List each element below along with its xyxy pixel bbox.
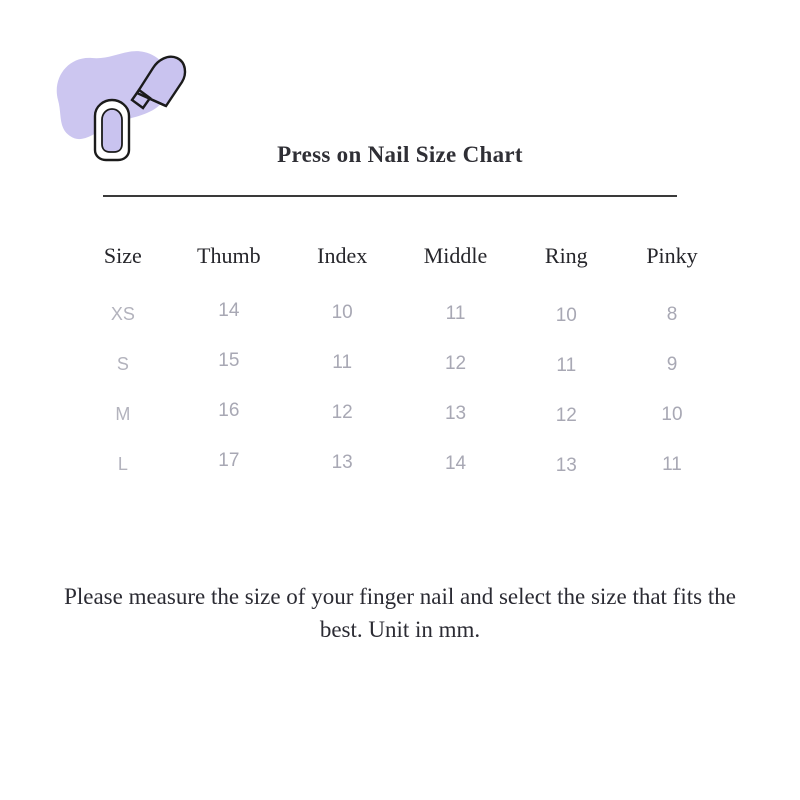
cell-size: M [115, 403, 131, 424]
cell-index: 12 [331, 402, 353, 423]
cell-thumb: 17 [218, 450, 240, 471]
cell-size: L [117, 453, 128, 474]
column-header-pinky: Pinky [646, 243, 698, 268]
cell-size: S [116, 353, 129, 374]
column-header-index: Index [317, 243, 368, 268]
column-header-size: Size [103, 243, 142, 268]
cell-ring: 12 [555, 405, 577, 426]
column-header-middle: Middle [423, 243, 488, 268]
cell-index: 10 [331, 302, 353, 323]
cell-index: 13 [331, 452, 353, 473]
cell-middle: 13 [444, 403, 467, 424]
cell-pinky: 8 [666, 304, 678, 325]
cell-thumb: 15 [218, 350, 240, 371]
cell-ring: 13 [555, 455, 577, 476]
title-divider [103, 195, 677, 197]
table-row [75, 389, 725, 439]
table-row [75, 339, 725, 389]
table-row [75, 439, 725, 489]
cell-ring: 10 [555, 305, 577, 326]
table-row [75, 289, 725, 339]
cell-middle: 12 [444, 353, 467, 374]
table-header-row [75, 235, 725, 289]
page-title: Press on Nail Size Chart [277, 142, 523, 167]
cell-thumb: 16 [218, 400, 240, 421]
cell-middle: 11 [445, 303, 466, 324]
cell-thumb: 14 [218, 300, 240, 321]
column-header-ring: Ring [544, 243, 588, 268]
cell-middle: 14 [444, 453, 467, 474]
column-header-thumb: Thumb [197, 243, 261, 268]
cell-pinky: 10 [661, 404, 683, 425]
cell-index: 11 [332, 352, 353, 373]
cell-size: XS [110, 303, 135, 324]
measurement-note: Please measure the size of your finger nail and select the size that fits the best. Unit in mm. [64, 584, 736, 643]
size-chart-table [75, 235, 725, 489]
cell-ring: 11 [556, 355, 577, 376]
cell-pinky: 11 [662, 454, 682, 475]
cell-pinky: 9 [666, 354, 678, 375]
